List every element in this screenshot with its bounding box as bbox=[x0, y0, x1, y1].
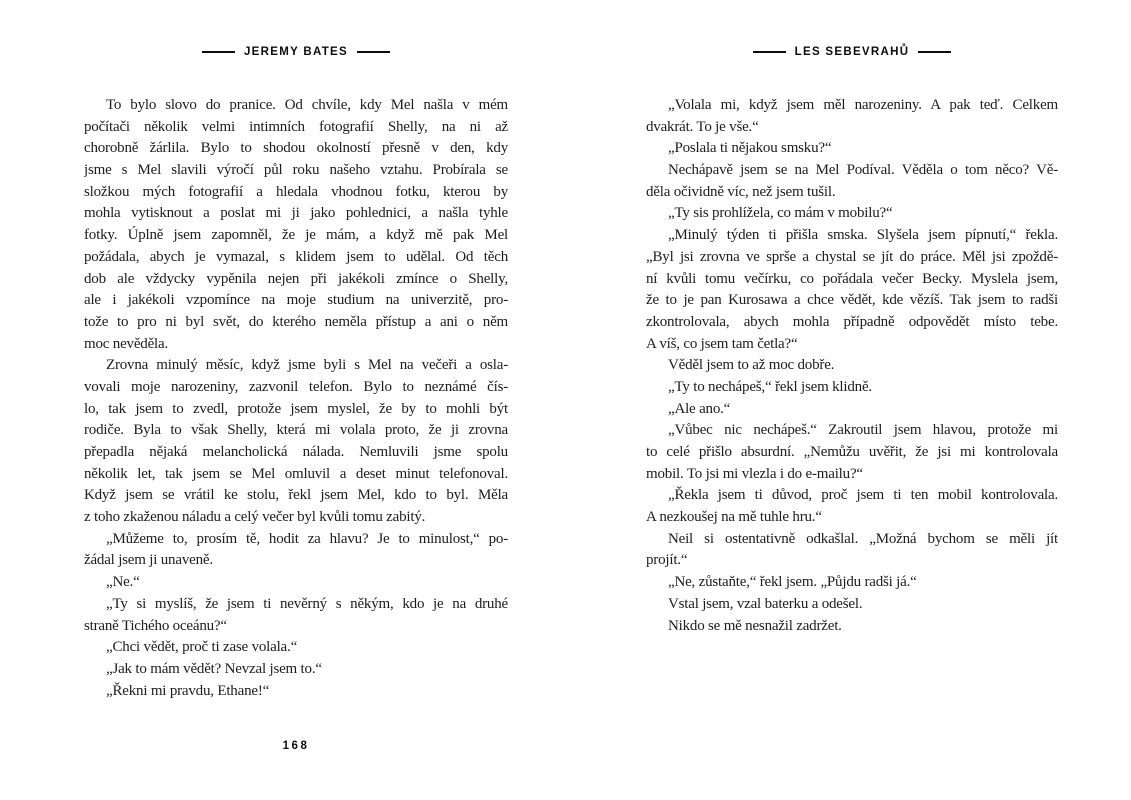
text-line: „Ne, zůstaňte,“ řekl jsem. „Půjdu radši já.“ bbox=[668, 574, 917, 591]
book-page-left bbox=[84, 0, 508, 800]
text-line: „Vůbec nic nechápeš.“ Zakroutil jsem hlavou, protože mi bbox=[668, 422, 1058, 439]
text-line: rodiče. Byla to však Shelly, která mi volala proto, že ji zrovna bbox=[84, 422, 508, 439]
text-line: Nikdo se mě nesnažil zadržet. bbox=[668, 617, 842, 634]
text-line: „Ty to nechápeš,“ řekl jsem klidně. bbox=[668, 378, 872, 395]
text-line: počítači několik velmi intimních fotografií Shelly, na ni až bbox=[84, 118, 508, 135]
text-line: A nezkoušej na mě tuhle hru.“ bbox=[646, 509, 822, 526]
text-line: Neil si ostentativně odkašlal. „Možná bychom se měli jít bbox=[668, 530, 1058, 547]
text-line: složkou mých fotografií a hledala vhodnou fotku, kterou by bbox=[84, 183, 508, 200]
text-line: „Řekla jsem ti důvod, proč jsem ti ten mobil kontrolovala. bbox=[668, 487, 1058, 504]
text-line: několik let, tak jsem se Mel omluvil a deset minut telefonoval. bbox=[84, 465, 508, 482]
text-line: „Řekni mi pravdu, Ethane!“ bbox=[106, 682, 270, 699]
text-line: zkontrolovala, abych mohla případně odpovědět místo tebe. bbox=[646, 313, 1058, 330]
text-line: „Chci vědět, proč ti zase volala.“ bbox=[106, 639, 298, 656]
text-line: Věděl jsem to až moc dobře. bbox=[668, 357, 835, 374]
page-text-right bbox=[646, 95, 1058, 637]
text-line: požádala, abych je vymazal, s klidem jsem to udělal. Od těch bbox=[84, 248, 508, 265]
text-line: Nechápavě jsem se na Mel Podíval. Věděla o tom něco? Vě- bbox=[668, 162, 1058, 179]
book-page-right bbox=[646, 0, 1058, 800]
text-line: ale i jakékoli vzpomínce na moje studium na univerzitě, pro- bbox=[84, 292, 508, 309]
text-line: Když jsem se vrátil ke stolu, řekl jsem Mel, kdo to byl. Měla bbox=[84, 487, 508, 504]
text-line: „Můžeme to, prosím tě, hodit za hlavu? Je to minulost,“ po- bbox=[106, 530, 508, 547]
text-line: tože to pro ni byl svět, do kterého neměla přístup a ani o něm bbox=[84, 313, 508, 330]
text-line: jsme s Mel slavili výročí půl roku našeho vztahu. Probírala se bbox=[84, 162, 508, 179]
header-rule-icon bbox=[202, 51, 235, 54]
text-line: „Volala mi, když jsem měl narozeniny. A pak teď. Celkem bbox=[668, 97, 1058, 113]
running-header-title: LES SEBEVRAHŮ bbox=[794, 46, 910, 58]
text-line: mobil. To jsi mi vlezla i do e-mailu?“ bbox=[646, 465, 863, 482]
text-line: přepadla nějaká melancholická nálada. Nemluvili jsme spolu bbox=[84, 444, 508, 460]
text-line: dvakrát. To je vše.“ bbox=[646, 118, 759, 135]
text-line: „Ne.“ bbox=[106, 574, 140, 591]
text-line: To bylo slovo do pranice. Od chvíle, kdy Mel našla v mém bbox=[106, 97, 508, 113]
text-line: že to je pan Kurosawa a chce vědět, kde vězíš. Tak jsem to radši bbox=[646, 292, 1058, 309]
text-line: děla očividně víc, než jsem tušil. bbox=[646, 183, 836, 200]
text-line: vovali moje narozeniny, zazvonil telefon. Bylo to neznámé čís- bbox=[84, 378, 508, 395]
text-line: Vstal jsem, vzal baterku a odešel. bbox=[668, 595, 863, 612]
text-line: moc nevěděla. bbox=[84, 335, 169, 352]
header-rule-icon bbox=[753, 51, 786, 54]
text-line: ní kvůli tomu večírku, co pořádala večer Becky. Myslela jsem, bbox=[646, 270, 1058, 287]
text-line: dob ale vždycky vypěnila nejen při jakékoli zmínce o Shelly, bbox=[84, 270, 508, 287]
text-line: chorobně žárlila. Bylo to shodou okolností přesně v den, kdy bbox=[84, 140, 508, 157]
text-line: „Minulý týden ti přišla smska. Slyšela jsem pípnutí,“ řekla. bbox=[668, 227, 1058, 244]
text-line: Zrovna minulý měsíc, když jsme byli s Mel na večeři a osla- bbox=[106, 357, 508, 374]
page-text-left bbox=[84, 95, 508, 702]
text-line: A víš, co jsem tam četla?“ bbox=[646, 335, 798, 352]
running-header-right bbox=[646, 46, 1058, 58]
text-line: „Ty sis prohlížela, co mám v mobilu?“ bbox=[668, 205, 893, 222]
text-line: „Ty si myslíš, že jsem ti nevěrný s někým, kdo je na druhé bbox=[106, 595, 508, 612]
text-line: lo, tak jsem to zvedl, protože jsem myslel, že by to mohli být bbox=[84, 400, 508, 417]
text-line: mohla vytisknout a poslat mi ji jako pohlednici, a našla tyhle bbox=[84, 205, 508, 222]
text-line: straně Tichého oceánu?“ bbox=[84, 617, 227, 634]
text-line: fotky. Úplně jsem zapomněl, že je mám, a když mě pak Mel bbox=[84, 227, 508, 244]
text-line: „Poslala ti nějakou smsku?“ bbox=[668, 140, 832, 157]
text-line: „Jak to mám vědět? Nevzal jsem to.“ bbox=[106, 660, 322, 677]
text-line: žádal jsem ji unaveně. bbox=[84, 552, 213, 569]
running-header-left bbox=[84, 46, 508, 58]
text-line: „Ale ano.“ bbox=[668, 400, 731, 417]
text-line: projít.“ bbox=[646, 552, 688, 569]
text-line: „Byl jsi zrovna ve sprše a chystal se jít do práce. Měl jsi zpoždě- bbox=[646, 248, 1058, 265]
header-rule-icon bbox=[918, 51, 951, 54]
running-header-author: JEREMY BATES bbox=[243, 46, 348, 58]
page-number-left: 168 bbox=[282, 740, 310, 752]
text-line: to celé přišlo absurdní. „Nemůžu uvěřit, že jsi mi kontrolovala bbox=[646, 444, 1058, 460]
header-rule-icon bbox=[357, 51, 390, 54]
text-line: z toho zkaženou náladu a celý večer byl kvůli tomu zabitý. bbox=[84, 509, 426, 526]
